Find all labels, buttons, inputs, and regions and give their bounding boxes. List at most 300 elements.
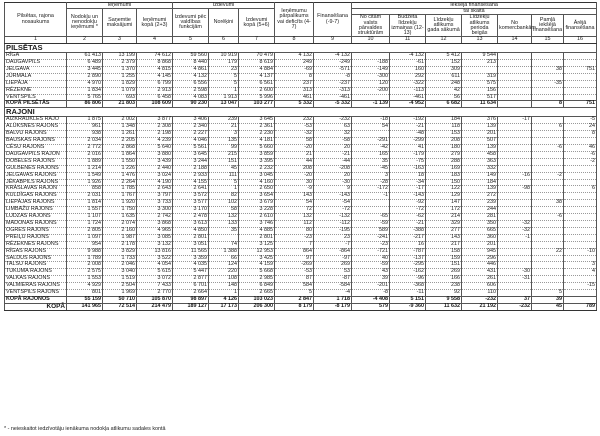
cell-col-2: 61 413 <box>67 53 103 60</box>
cell-col-10: 43 <box>352 269 390 276</box>
row-label: PREIĻU RAJONS <box>5 234 67 241</box>
cell-col-5: 98 897 <box>173 296 209 303</box>
cell-col-10: 40 <box>352 255 390 262</box>
cell-col-5: 2 877 <box>173 276 209 283</box>
cell-col-7: 2 665 <box>239 290 275 297</box>
cell-col-2: 2 805 <box>67 227 103 234</box>
cell-col-6: 13 047 <box>209 101 239 108</box>
cell-col-8: 237 <box>275 80 314 87</box>
cell-col-15 <box>532 179 564 186</box>
cell-col-12: 217 <box>426 241 462 248</box>
cell-col-2: 3 445 <box>67 66 103 73</box>
cell-col-5: 3 645 <box>173 151 209 158</box>
cell-col-8: 864 <box>275 248 314 255</box>
cell-col-15 <box>532 151 564 158</box>
cell-col-8: 44 <box>275 158 314 165</box>
cell-col-5: 3 051 <box>173 241 209 248</box>
cell-col-2: 1 834 <box>67 87 103 94</box>
cell-col-15 <box>532 262 564 269</box>
cell-col-2: 954 <box>67 241 103 248</box>
row-label: JELGAVA <box>5 66 67 73</box>
section-districts-label: RAJONI <box>5 108 597 117</box>
cell-col-10: -201 <box>352 283 390 290</box>
cell-col-16 <box>564 227 597 234</box>
column-number-9: 9 <box>314 37 352 44</box>
cell-col-11: -4 132 <box>390 53 426 60</box>
cell-col-9: -54 <box>314 200 352 207</box>
row-label: DOBELES RAJONS <box>5 158 67 165</box>
cell-col-9: -7 <box>314 241 352 248</box>
cell-col-16 <box>564 172 597 179</box>
cell-col-14 <box>498 60 532 67</box>
cell-col-9: -4 132 <box>314 53 352 60</box>
cell-col-13: 517 <box>462 94 498 101</box>
cell-col-5: 2 664 <box>173 290 209 297</box>
cell-col-15 <box>532 131 564 138</box>
cell-col-16: -2 <box>564 158 597 165</box>
cell-col-10: -172 <box>352 186 390 193</box>
cell-col-11: -179 <box>390 151 426 158</box>
row-label: KOPĀ <box>5 303 67 310</box>
row-label: BALVU RAJONS <box>5 131 67 138</box>
cell-col-8: 4 132 <box>275 53 314 60</box>
cell-col-13: 9 544 <box>462 53 498 60</box>
cell-col-14: -31 <box>498 276 532 283</box>
cell-col-3: 1 920 <box>103 200 137 207</box>
column-number-14: 14 <box>498 37 532 44</box>
cell-col-6: 66 <box>209 255 239 262</box>
cell-col-4: 2 440 <box>137 165 173 172</box>
cell-col-3: 1 519 <box>103 276 137 283</box>
cell-col-11: 16 <box>390 241 426 248</box>
cell-col-10: -28 <box>352 179 390 186</box>
cell-col-7: 70 479 <box>239 53 275 60</box>
cell-col-4: 4 190 <box>137 179 173 186</box>
cell-col-3: 2 178 <box>103 241 137 248</box>
cell-col-13: 21 192 <box>462 303 498 310</box>
cell-col-12: 238 <box>426 283 462 290</box>
row-label: TALSU RAJONS <box>5 262 67 269</box>
header-group-expense: Izdevumi <box>173 3 275 9</box>
cell-col-6: 132 <box>209 214 239 221</box>
cell-col-7: 2 600 <box>239 87 275 94</box>
cell-col-3: 1 969 <box>103 290 137 297</box>
cell-col-8: 87 <box>275 276 314 283</box>
cell-col-3: 2 074 <box>103 220 137 227</box>
cell-col-5: 4 861 <box>173 66 209 73</box>
column-number-15: 15 <box>532 37 564 44</box>
cell-col-11: 5 151 <box>390 296 426 303</box>
row-label: JĒKABPILS RAJONS <box>5 179 67 186</box>
cell-col-2: 55 159 <box>67 296 103 303</box>
cell-col-5: 189 127 <box>173 303 209 310</box>
cell-col-5: 2 598 <box>173 87 209 94</box>
cell-col-8: -20 <box>275 145 314 152</box>
cell-col-6: 21 <box>209 124 239 131</box>
row-label: ALŪKSNES RAJONS <box>5 124 67 131</box>
row-label: RĒZEKNES RAJONS <box>5 241 67 248</box>
cell-col-4: 3 300 <box>137 207 173 214</box>
cell-col-2: 1 107 <box>67 214 103 221</box>
cell-col-7: 4 160 <box>239 179 275 186</box>
cell-col-5: 2 641 <box>173 186 209 193</box>
cell-col-12: 611 <box>426 73 462 80</box>
cell-col-12: 248 <box>426 80 462 87</box>
cell-col-14 <box>498 94 532 101</box>
cell-col-5: 4 850 <box>173 227 209 234</box>
cell-col-14 <box>498 53 532 60</box>
row-label: RĪGA <box>5 53 67 60</box>
cell-col-14: -17 <box>498 117 532 124</box>
cell-col-11: 41 <box>390 145 426 152</box>
column-number-4: 4 <box>137 37 173 44</box>
cell-col-7: 3 645 <box>239 117 275 124</box>
cell-col-14 <box>498 283 532 290</box>
cell-col-2: 6 489 <box>67 60 103 67</box>
cell-col-5: 2 188 <box>173 165 209 172</box>
cell-col-11: -9 360 <box>390 303 426 310</box>
cell-col-4: 4 239 <box>137 138 173 145</box>
cell-col-8: 30 <box>275 179 314 186</box>
column-number-11: 11 <box>390 37 426 44</box>
header-col-7: Izdevumi kopā (5+6) <box>239 9 275 37</box>
cell-col-6: 135 <box>209 138 239 145</box>
cell-col-11: -62 <box>390 214 426 221</box>
cell-col-16 <box>564 80 597 87</box>
cell-col-14: -1 <box>498 234 532 241</box>
cell-col-11: -75 <box>390 158 426 165</box>
cell-col-7: 3 045 <box>239 172 275 179</box>
cell-col-7: 2 650 <box>239 186 275 193</box>
cell-col-2: 1 875 <box>67 117 103 124</box>
cell-col-7: 4 884 <box>239 66 275 73</box>
cell-col-11: -299 <box>390 138 426 145</box>
cell-col-4: 3 733 <box>137 200 173 207</box>
cell-col-3: 1 767 <box>103 193 137 200</box>
cell-col-16: 751 <box>564 101 597 108</box>
cell-col-15 <box>532 53 564 60</box>
cell-col-13: 606 <box>462 283 498 290</box>
cell-col-14: 37 <box>498 296 532 303</box>
cell-col-5: 4 132 <box>173 73 209 80</box>
cell-col-10: 120 <box>352 80 390 87</box>
cell-col-6: 17 173 <box>209 303 239 310</box>
cell-col-9: 23 <box>314 234 352 241</box>
cell-col-16: 6 <box>564 186 597 193</box>
cell-col-5: 6 556 <box>173 80 209 87</box>
cell-col-13: 261 <box>462 276 498 283</box>
cell-col-7: 3 425 <box>239 255 275 262</box>
cell-col-16: 751 <box>564 66 597 73</box>
cell-col-4: 5 640 <box>137 145 173 152</box>
cell-col-2: 1 926 <box>67 179 103 186</box>
cell-col-13: 281 <box>462 214 498 221</box>
cell-col-4: 2 770 <box>137 290 173 297</box>
cell-col-12: 166 <box>426 276 462 283</box>
column-number-2: 2 <box>67 37 103 44</box>
cell-col-8: 7 <box>275 241 314 248</box>
cell-col-13: 431 <box>462 269 498 276</box>
cell-col-15: 8 <box>532 101 564 108</box>
cell-col-5: 3 406 <box>173 117 209 124</box>
row-label: VENTSPILS <box>5 94 67 101</box>
cell-col-9: -208 <box>314 165 352 172</box>
cell-col-7: 2 610 <box>239 214 275 221</box>
cell-col-2: 1 553 <box>67 276 103 283</box>
cell-col-16: 8 <box>564 131 597 138</box>
cell-col-12: 309 <box>426 66 462 73</box>
cell-col-14: -32 <box>498 220 532 227</box>
cell-col-7: 2 232 <box>239 165 275 172</box>
column-number-3: 3 <box>103 37 137 44</box>
cell-col-12: 6 682 <box>426 101 462 108</box>
cell-col-15: -2 <box>532 172 564 179</box>
cell-col-14 <box>498 241 532 248</box>
cell-col-5: 4 083 <box>173 94 209 101</box>
cell-col-4: 3 072 <box>137 276 173 283</box>
cell-col-9: -249 <box>314 60 352 67</box>
cell-col-6: 45 <box>209 165 239 172</box>
cell-col-5: 2 340 <box>173 124 209 131</box>
cell-col-9: -97 <box>314 255 352 262</box>
cell-col-13: 458 <box>462 151 498 158</box>
cell-col-13: 213 <box>462 60 498 67</box>
cell-col-12: 118 <box>426 124 462 131</box>
cell-col-10: 54 <box>352 124 390 131</box>
cell-col-13: 11 634 <box>462 101 498 108</box>
cell-col-7: 3 654 <box>239 193 275 200</box>
row-label: JELGAVAS RAJONS <box>5 172 67 179</box>
cell-col-13: 376 <box>462 117 498 124</box>
cell-col-7: 103 277 <box>239 101 275 108</box>
cell-col-2: 801 <box>67 290 103 297</box>
cell-col-14 <box>498 73 532 80</box>
cell-col-2: 1 097 <box>67 234 103 241</box>
cell-col-3: 72 514 <box>103 303 137 310</box>
cell-col-2: 938 <box>67 131 103 138</box>
cell-col-8: 132 <box>275 214 314 221</box>
cell-col-9: 63 <box>314 124 352 131</box>
cell-col-3: 1 226 <box>103 165 137 172</box>
cell-col-8: 21 <box>275 151 314 158</box>
cell-col-5: 11 565 <box>173 248 209 255</box>
budget-table <box>4 2 597 311</box>
cell-col-6: 1 <box>209 290 239 297</box>
cell-col-10: -1 <box>352 193 390 200</box>
row-label: DAUGAVPILS <box>5 60 67 67</box>
cell-col-16: 24 <box>564 124 597 131</box>
cell-col-5: 3 359 <box>173 255 209 262</box>
cell-col-16: -15 <box>564 283 597 290</box>
cell-col-4: 2 913 <box>137 87 173 94</box>
row-label: LIEPĀJAS RAJONS <box>5 200 67 207</box>
cell-col-5: 2 227 <box>173 131 209 138</box>
cell-col-13: 239 <box>462 200 498 207</box>
cell-col-8: 143 <box>275 193 314 200</box>
cell-col-11: -137 <box>390 255 426 262</box>
cell-col-9: -30 <box>314 179 352 186</box>
cell-col-10 <box>352 200 390 207</box>
cell-col-7: 3 228 <box>239 207 275 214</box>
cell-col-10: -59 <box>352 262 390 269</box>
cell-col-13: 350 <box>462 220 498 227</box>
cell-col-12: 158 <box>426 248 462 255</box>
cell-col-15: 22 <box>532 248 564 255</box>
cell-col-9: 1 718 <box>314 296 352 303</box>
cell-col-4: 13 816 <box>137 248 173 255</box>
cell-col-3: 2 205 <box>103 138 137 145</box>
cell-col-15: -6 <box>532 214 564 221</box>
cell-col-5: 2 933 <box>173 172 209 179</box>
cell-col-12: 184 <box>426 117 462 124</box>
cell-col-10: 165 <box>352 151 390 158</box>
cell-col-3: 1 255 <box>103 73 137 80</box>
cell-col-13: 319 <box>462 73 498 80</box>
cell-col-6: 99 <box>209 145 239 152</box>
cell-col-12: 42 <box>426 87 462 94</box>
cell-col-9: -72 <box>314 207 352 214</box>
row-label: KOPĀ RAJONOS <box>5 296 67 303</box>
cell-col-9: 53 <box>314 269 352 276</box>
cell-col-10: -65 <box>352 214 390 221</box>
column-number-13: 13 <box>462 37 498 44</box>
column-number-7: 7 <box>239 37 275 44</box>
cell-col-9: -232 <box>314 117 352 124</box>
cell-col-14 <box>498 145 532 152</box>
cell-col-9: -21 <box>314 151 352 158</box>
cell-col-2: 4 970 <box>67 80 103 87</box>
cell-col-8: -53 <box>275 269 314 276</box>
cell-col-3: 2 002 <box>103 117 137 124</box>
cell-col-8: -20 <box>275 172 314 179</box>
cell-col-11: -162 <box>390 269 426 276</box>
header-col-16: Ārējā finansēšana <box>564 15 597 37</box>
cell-col-16 <box>564 234 597 241</box>
cell-col-9: -313 <box>314 87 352 94</box>
cell-col-9: -237 <box>314 80 352 87</box>
cell-col-13: 201 <box>462 131 498 138</box>
cell-col-14 <box>498 138 532 145</box>
cell-col-10: 35 <box>352 158 390 165</box>
cell-col-6: 4 126 <box>209 296 239 303</box>
cell-col-4: 2 643 <box>137 186 173 193</box>
cell-col-7: 2 985 <box>239 276 275 283</box>
cell-col-9: -132 <box>314 214 352 221</box>
cell-col-8: 249 <box>275 60 314 67</box>
cell-col-3: 1 750 <box>103 207 137 214</box>
cell-col-9: -58 <box>314 138 352 145</box>
row-label: LIEPĀJA <box>5 80 67 87</box>
cell-col-11: -34 <box>390 179 426 186</box>
row-label: VALMIERAS RAJONS <box>5 283 67 290</box>
cell-col-7: 6 849 <box>239 283 275 290</box>
cell-col-5: 4 035 <box>173 262 209 269</box>
cell-col-14 <box>498 101 532 108</box>
cell-col-14 <box>498 200 532 207</box>
cell-col-3: 693 <box>103 94 137 101</box>
grand-total-row <box>5 303 597 310</box>
cell-col-9: -5 332 <box>314 101 352 108</box>
cell-col-2: 141 965 <box>67 303 103 310</box>
cell-col-7: 3 859 <box>239 151 275 158</box>
cell-col-15 <box>532 186 564 193</box>
cell-col-2: 2 016 <box>67 151 103 158</box>
cell-col-8: 461 <box>275 94 314 101</box>
cell-col-16 <box>564 193 597 200</box>
cell-col-16: 789 <box>564 303 597 310</box>
cell-col-13: 945 <box>462 248 498 255</box>
cell-col-6: 239 <box>209 117 239 124</box>
cell-col-4: 8 868 <box>137 60 173 67</box>
header-col-6: Norēķini <box>209 9 239 37</box>
cell-col-4: 2 742 <box>137 214 173 221</box>
cell-col-2: 1 724 <box>67 220 103 227</box>
cell-col-12: 169 <box>426 165 462 172</box>
cell-col-12: 92 <box>426 290 462 297</box>
cell-col-12: 147 <box>426 200 462 207</box>
header-col-10: No citām valsts pārvaldes struktūrām <box>352 15 390 37</box>
cell-col-8: 584 <box>275 283 314 290</box>
cell-col-5: 3 244 <box>173 158 209 165</box>
cell-col-9: -112 <box>314 220 352 227</box>
cell-col-16 <box>564 290 597 297</box>
cell-col-6: 5 <box>209 80 239 87</box>
cell-col-7: 3 679 <box>239 200 275 207</box>
cell-col-14 <box>498 248 532 255</box>
cell-col-5: 3 170 <box>173 207 209 214</box>
cell-col-10: -149 <box>352 66 390 73</box>
cell-col-2: 4 929 <box>67 283 103 290</box>
cell-col-4: 105 870 <box>137 296 173 303</box>
table-row <box>5 248 597 255</box>
cell-col-13: 139 <box>462 145 498 152</box>
cell-col-13: 244 <box>462 207 498 214</box>
cell-col-2: 1 889 <box>67 158 103 165</box>
cell-col-6: 58 <box>209 207 239 214</box>
column-number-row <box>5 37 597 44</box>
cell-col-10: -42 <box>352 145 390 152</box>
cell-col-12: 56 <box>426 94 462 101</box>
cell-col-6: 151 <box>209 158 239 165</box>
cell-col-3: 3 040 <box>103 269 137 276</box>
header-col-13: Līdzekļu atlikums perioda beigās <box>462 15 498 37</box>
header-col-2: Nodokļu un nenodokļu ieņēmumi * <box>67 9 103 37</box>
row-label: MADONAS RAJONS <box>5 220 67 227</box>
cell-col-15: 6 <box>532 124 564 131</box>
cell-col-4: 3 868 <box>137 220 173 227</box>
cell-col-4: 2 198 <box>137 131 173 138</box>
cell-col-6: 108 <box>209 276 239 283</box>
row-label: OGRES RAJONS <box>5 227 67 234</box>
cell-col-12: 122 <box>426 186 462 193</box>
cell-col-8: -53 <box>275 124 314 131</box>
cell-col-6: 3 <box>209 131 239 138</box>
cell-col-7: 2 361 <box>239 124 275 131</box>
cell-col-13: 360 <box>462 234 498 241</box>
cell-col-5: 6 701 <box>173 283 209 290</box>
cell-col-7: 4 181 <box>239 138 275 145</box>
cell-col-11: -217 <box>390 234 426 241</box>
cell-col-15: 38 <box>532 200 564 207</box>
cell-col-2: 1 789 <box>67 255 103 262</box>
cell-col-4: 3 880 <box>137 151 173 158</box>
cell-col-12: 150 <box>426 179 462 186</box>
cell-col-6: 10 919 <box>209 53 239 60</box>
cell-col-9: -4 <box>314 290 352 297</box>
header-col-12: Līdzekļu atlikums gada sākumā <box>426 15 462 37</box>
cell-col-14 <box>498 193 532 200</box>
cell-col-3: 13 199 <box>103 53 137 60</box>
